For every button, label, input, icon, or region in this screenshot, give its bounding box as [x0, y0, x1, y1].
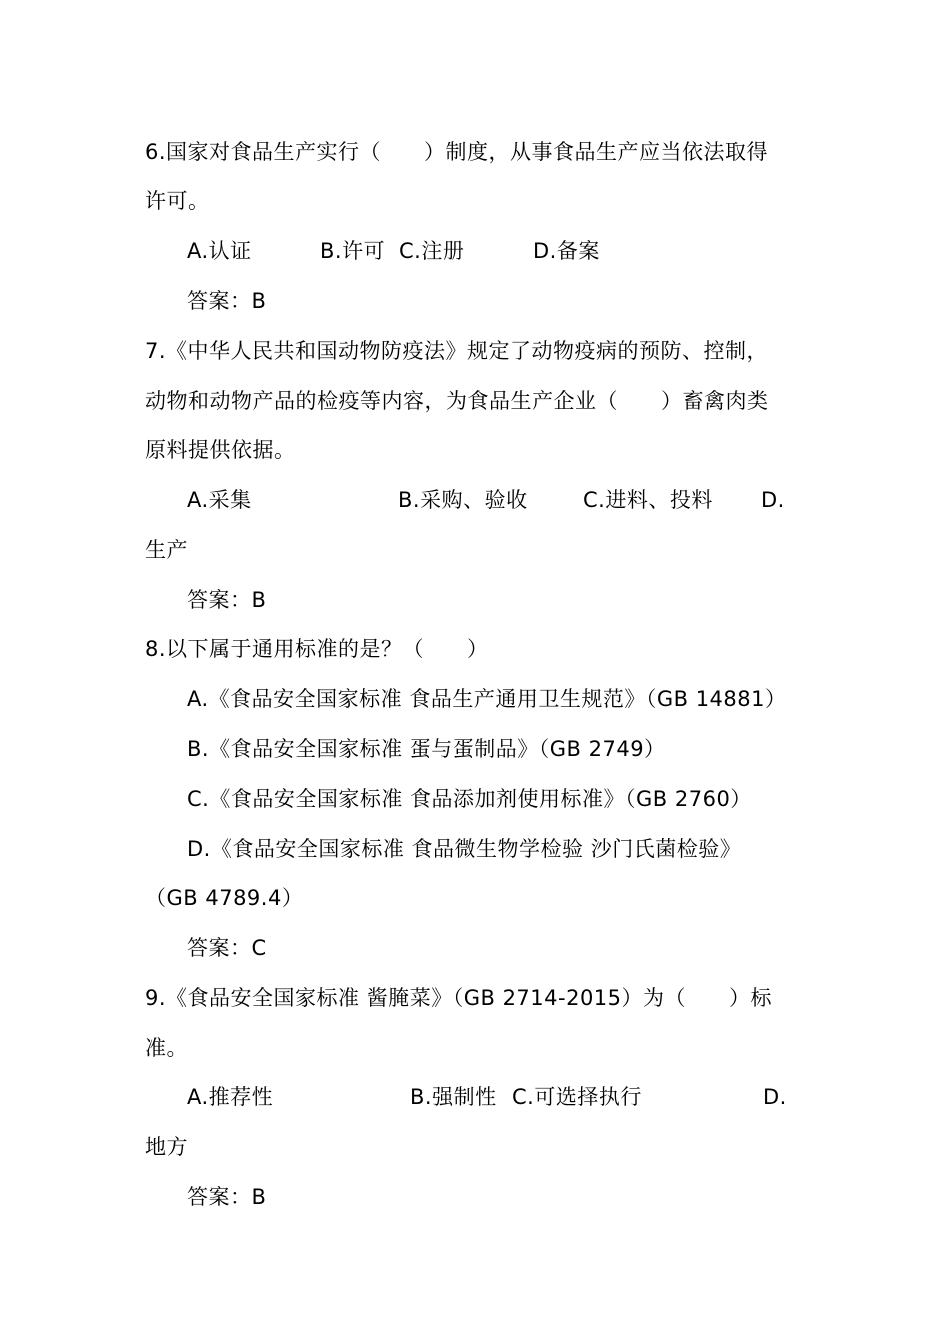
- question-7-option-d: D.: [761, 488, 785, 512]
- question-9-option-c: C.可选择执行: [512, 1085, 642, 1109]
- question-6-option-a: A.认证: [187, 239, 252, 263]
- question-6-stem-line-2: 许可。: [145, 189, 210, 213]
- question-7-option-a: A.采集: [187, 488, 252, 512]
- question-9-option-a: A.推荐性: [187, 1085, 274, 1109]
- question-7-option-b: B.采购、验收: [398, 488, 528, 512]
- question-8-option-a: A.《食品安全国家标准 食品生产通用卫生规范》（GB 14881）: [187, 687, 787, 711]
- question-6-option-c: C.注册: [399, 239, 465, 263]
- question-6-stem-line-1: 6.国家对食品生产实行（ ）制度，从事食品生产应当依法取得: [145, 140, 769, 164]
- question-7-stem-line-1: 7.《中华人民共和国动物防疫法》规定了动物疫病的预防、控制，: [145, 339, 769, 363]
- question-9-option-d: D.: [763, 1085, 787, 1109]
- question-9-stem-line-2: 准。: [145, 1036, 188, 1060]
- question-8-option-c: C.《食品安全国家标准 食品添加剂使用标准》（GB 2760）: [187, 787, 752, 811]
- question-9-option-d-continued: 地方: [145, 1135, 188, 1159]
- question-7-option-c: C.进料、投料: [583, 488, 713, 512]
- question-8-option-b: B.《食品安全国家标准 蛋与蛋制品》（GB 2749）: [187, 737, 666, 761]
- question-6-answer: 答案：B: [187, 289, 267, 313]
- question-7-stem-line-2: 动物和动物产品的检疫等内容，为食品生产企业（ ）畜禽肉类: [145, 389, 769, 413]
- question-7-stem-line-3: 原料提供依据。: [145, 438, 296, 462]
- question-8-option-d-continued: （GB 4789.4）: [145, 886, 304, 910]
- question-9-answer: 答案：B: [187, 1185, 267, 1209]
- question-8-answer: 答案：C: [187, 936, 267, 960]
- question-8-option-d: D.《食品安全国家标准 食品微生物学检验 沙门氏菌检验》: [187, 837, 742, 861]
- question-6-option-b: B.许可: [320, 239, 386, 263]
- question-9-stem-line-1: 9.《食品安全国家标准 酱腌菜》（GB 2714-2015）为（ ）标: [145, 986, 773, 1010]
- question-7-option-d-continued: 生产: [145, 538, 188, 562]
- question-6-option-d: D.备案: [533, 239, 600, 263]
- question-9-option-b: B.强制性: [410, 1085, 497, 1109]
- question-7-answer: 答案：B: [187, 588, 267, 612]
- question-8-stem-line-1: 8.以下属于通用标准的是？（ ）: [145, 637, 489, 661]
